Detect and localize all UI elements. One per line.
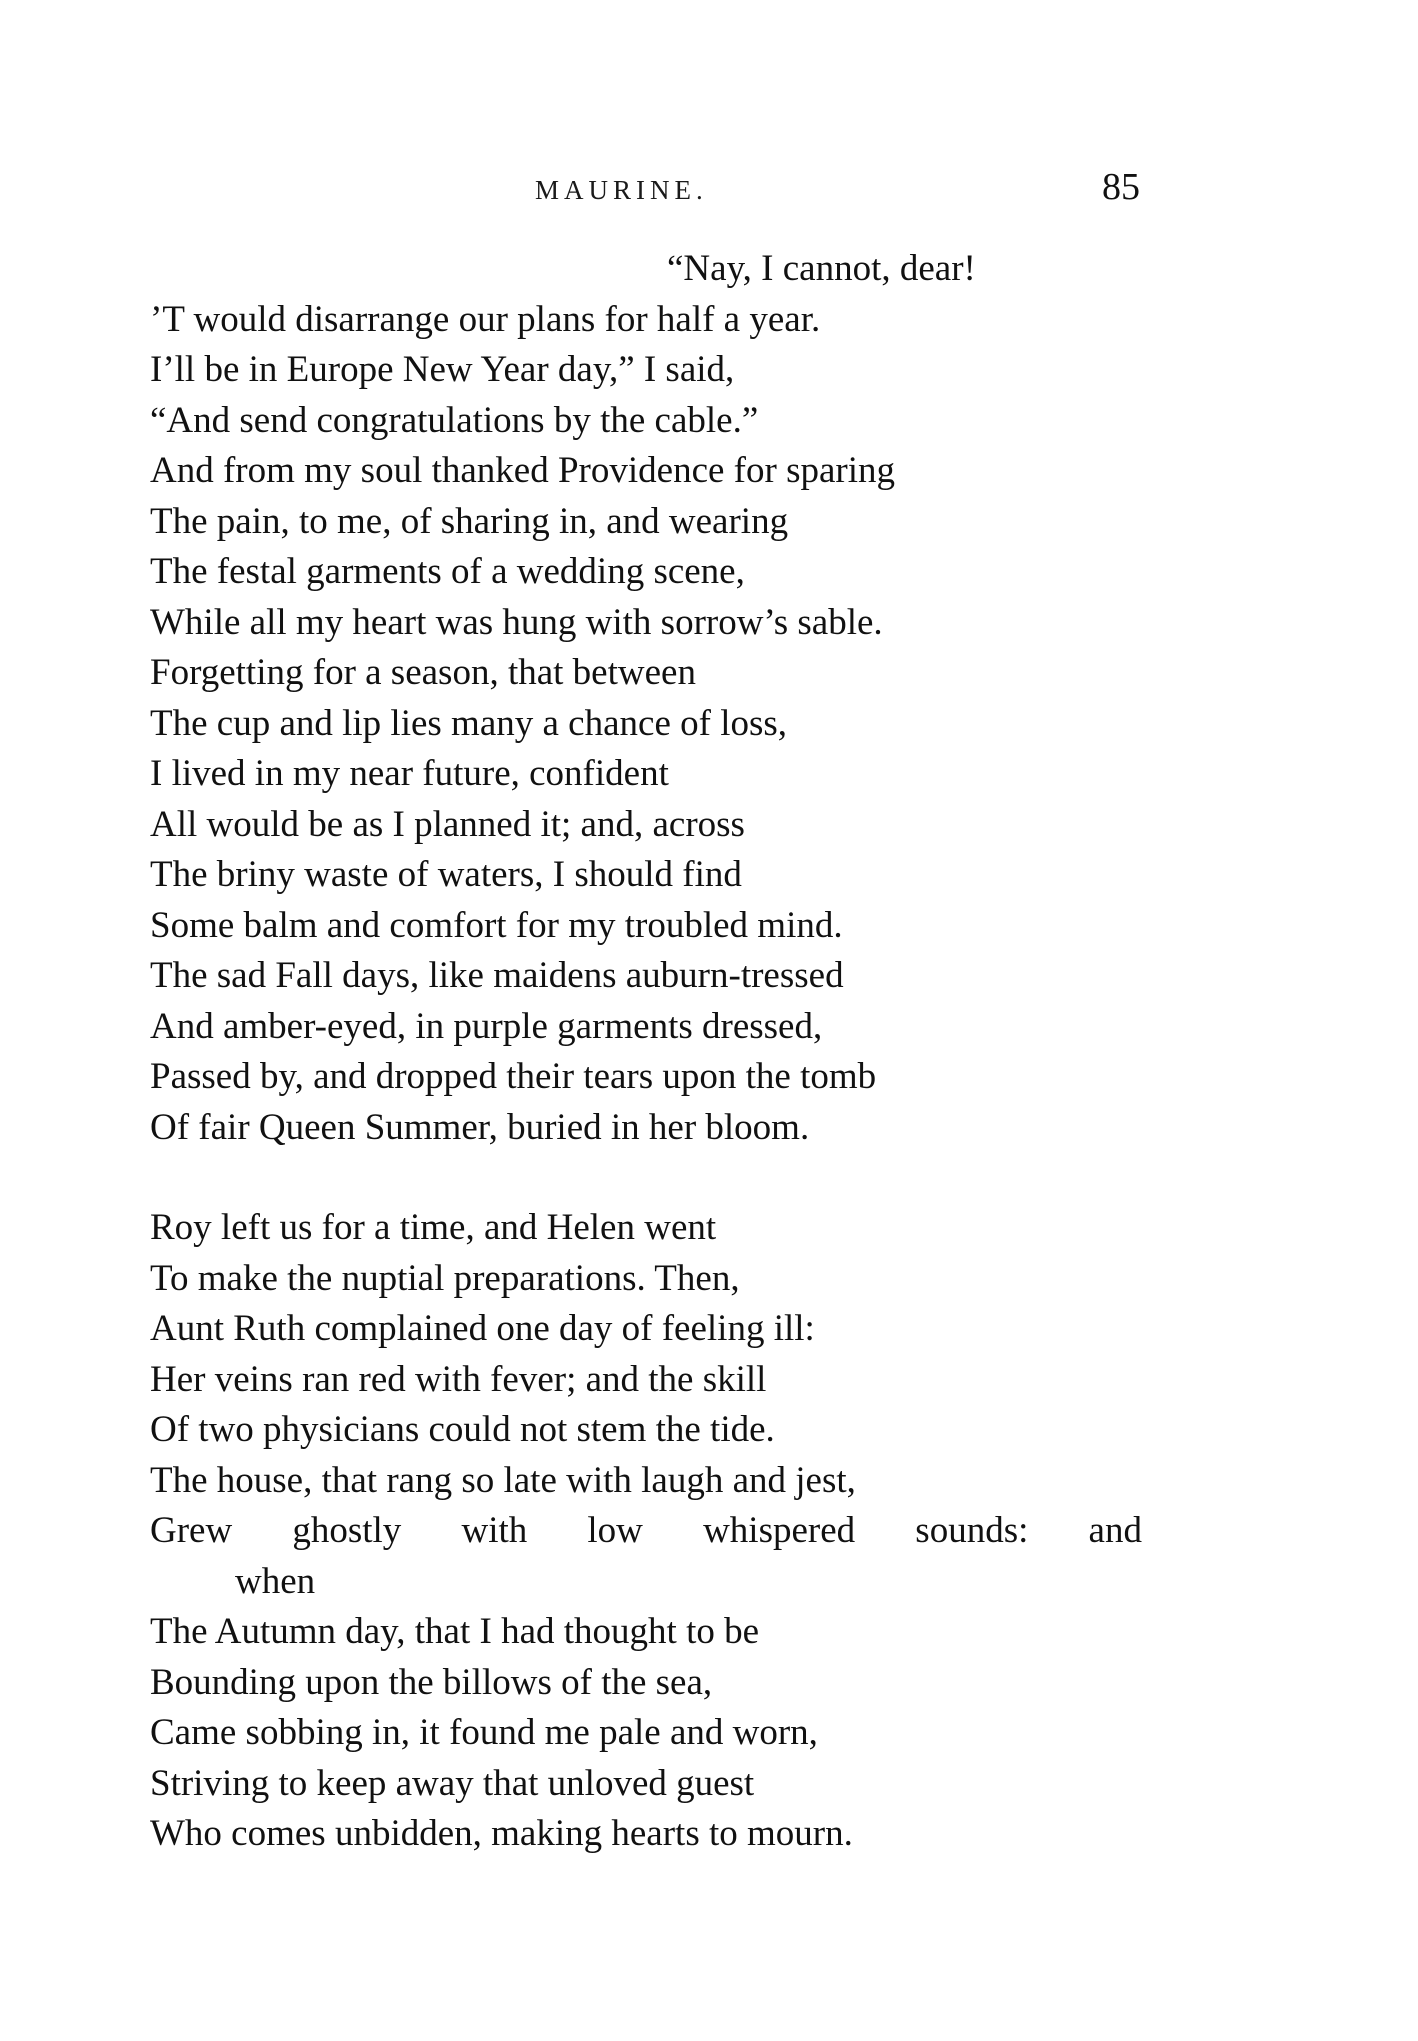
poem-line: “And send congratulations by the cable.” (150, 399, 759, 441)
poem-line: Of fair Queen Summer, buried in her bloom. (150, 1106, 810, 1148)
poem-line: The Autumn day, that I had thought to be (150, 1611, 760, 1652)
poem-line: Roy left us for a time, and Helen went (150, 1207, 717, 1248)
poem-line: To make the nuptial preparations. Then, (150, 1257, 740, 1299)
poem-word: ghostly (292, 1510, 402, 1551)
poem-text (150, 244, 1150, 1860)
poem-line-justified (150, 1506, 1142, 1557)
stanza-break (150, 1153, 1150, 1203)
poem-word: whispered (703, 1510, 856, 1551)
poem-word: Grew (150, 1510, 233, 1551)
poem-line-turnover: when (235, 1560, 316, 1602)
stanza-1 (150, 244, 1150, 1153)
poem-line: Of two physicians could not stem the tide. (150, 1409, 775, 1450)
poem-line: I’ll be in Europe New Year day,” I said, (150, 349, 735, 390)
poem-word: and (1088, 1510, 1142, 1551)
poem-line: Passed by, and dropped their tears upon the tomb (150, 1056, 877, 1097)
poem-word: low (587, 1510, 643, 1551)
poem-line: Striving to keep away that unloved guest (150, 1762, 755, 1804)
poem-line: All would be as I planned it; and, across (150, 803, 745, 845)
poem-line: ’T would disarrange our plans for half a year. (150, 298, 821, 340)
running-head (150, 165, 1140, 213)
poem-line: The cup and lip lies many a chance of loss, (150, 702, 788, 744)
poem-line: The sad Fall days, like maidens auburn-tressed (150, 955, 844, 996)
poem-line: Her veins ran red with fever; and the skill (150, 1358, 767, 1400)
poem-line: Some balm and comfort for my troubled mind. (150, 904, 843, 946)
poem-line: The pain, to me, of sharing in, and wearing (150, 500, 789, 542)
poem-line: Forgetting for a season, that between (150, 652, 696, 693)
poem-line: While all my heart was hung with sorrow’s sable. (150, 601, 883, 643)
poem-word: sounds: (915, 1510, 1029, 1551)
stanza-2 (150, 1203, 1150, 1860)
poem-line: Came sobbing in, it found me pale and worn, (150, 1712, 818, 1753)
running-title: MAURINE. (535, 175, 708, 205)
poem-line: “Nay, I cannot, dear! (667, 248, 976, 289)
poem-line: The house, that rang so late with laugh and jest, (150, 1459, 856, 1501)
poem-line: Who comes unbidden, making hearts to mourn. (150, 1813, 853, 1854)
page-number: 85 (1102, 166, 1140, 208)
poem-line: And from my soul thanked Providence for sparing (150, 450, 895, 491)
poem-line: Bounding upon the billows of the sea, (150, 1661, 713, 1703)
poem-line: And amber-eyed, in purple garments dressed, (150, 1005, 823, 1047)
poem-line: The festal garments of a wedding scene, (150, 551, 745, 592)
poem-line: I lived in my near future, confident (150, 753, 669, 794)
poem-line: The briny waste of waters, I should find (150, 854, 742, 895)
poem-word: with (461, 1510, 528, 1551)
poem-line: Aunt Ruth complained one day of feeling ill: (150, 1308, 815, 1349)
